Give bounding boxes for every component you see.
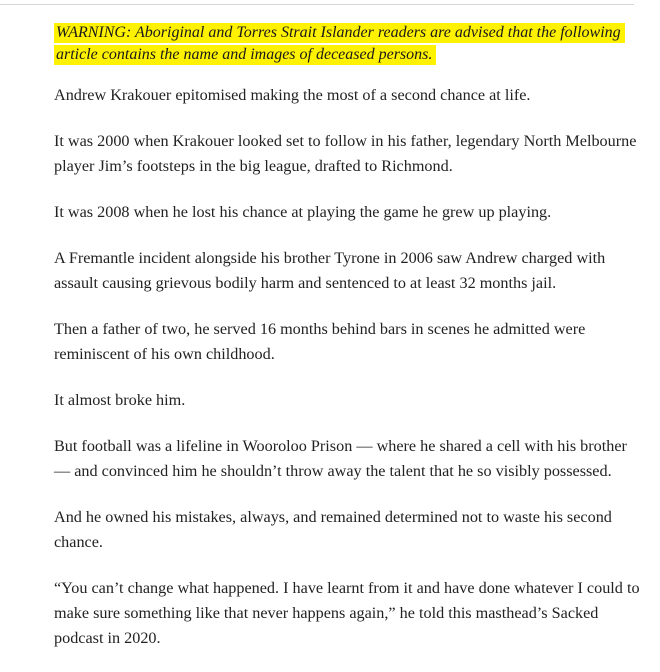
article-paragraph: Then a father of two, he served 16 months behind bars in scenes he admitted were reminiscent of his own childhood. bbox=[54, 320, 586, 363]
article-paragraph: It almost broke him. bbox=[54, 391, 186, 409]
article-paragraph: It was 2008 when he lost his chance at playing the game he grew up playing. bbox=[54, 203, 552, 221]
article-paragraph: And he owned his mistakes, always, and remained determined not to waste his second chance. bbox=[54, 508, 612, 551]
warning-text: WARNING: Aboriginal and Torres Strait Islander readers are advised that the following article contains the name and images of deceased persons. bbox=[54, 23, 625, 65]
article-paragraph: But football was a lifeline in Wooroloo Prison — where he shared a cell with his brother — and convinced him he shouldn’t throw away the talent that he so visibly possessed. bbox=[54, 437, 627, 480]
article-paragraph: “You can’t change what happened. I have learnt from it and have done whatever I could to make sure something like that never happens again,” he told this masthead’s Sacked podcast in 2020. bbox=[54, 579, 640, 647]
article-body bbox=[54, 22, 644, 672]
article-paragraph: A Fremantle incident alongside his brother Tyrone in 2006 saw Andrew charged with assault causing grievous bodily harm and sentenced to at least 32 months jail. bbox=[54, 249, 606, 292]
deceased-persons-warning bbox=[54, 22, 644, 66]
article-paragraph: Andrew Krakouer epitomised making the most of a second chance at life. bbox=[54, 86, 531, 104]
top-divider bbox=[0, 0, 634, 5]
article-paragraph: It was 2000 when Krakouer looked set to follow in his father, legendary North Melbourne player Jim’s footsteps in the big league, drafted to Richmond. bbox=[54, 132, 637, 175]
